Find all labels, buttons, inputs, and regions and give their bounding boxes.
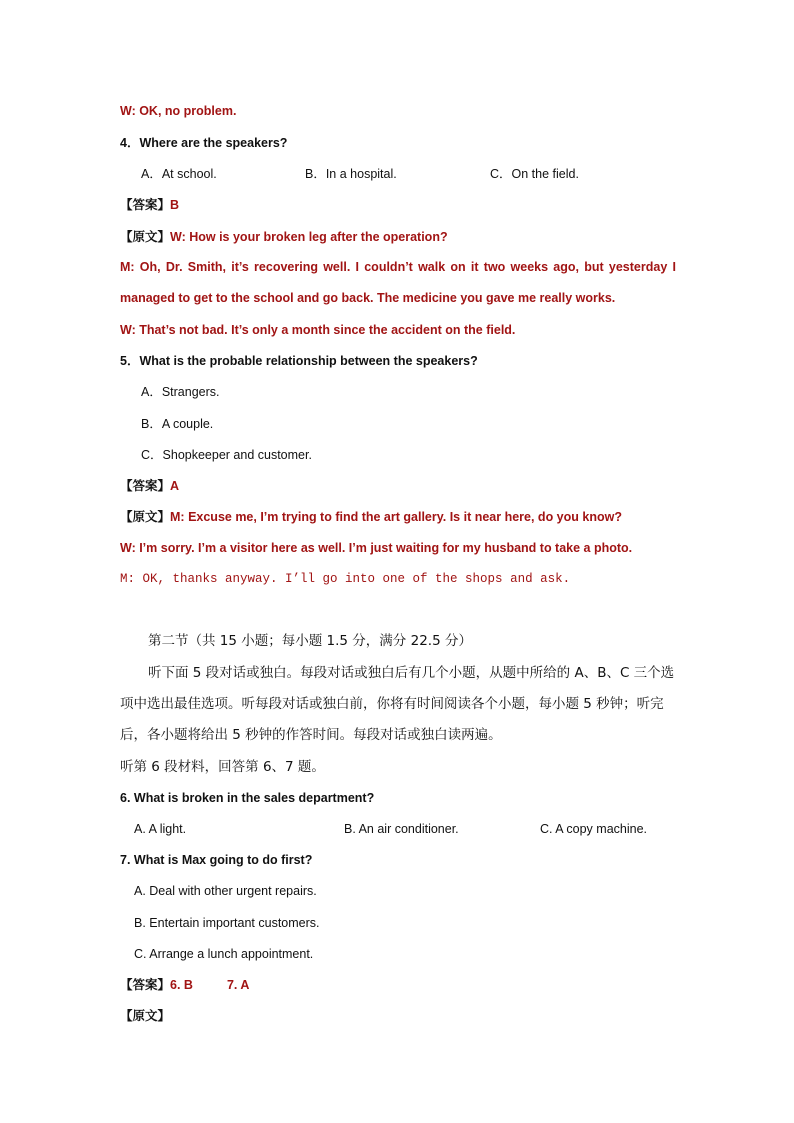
q7-option-b: B. Entertain important customers. <box>134 916 320 930</box>
section-heading: 第二节（共 15 小题；每小题 1.5 分，满分 22.5 分） <box>148 633 472 649</box>
material-note: 听第 6 段材料，回答第 6、7 题。 <box>120 759 325 775</box>
q5-transcript-w: W: I’m sorry. I’m a visitor here as well. I’m just waiting for my husband to take a photo. <box>120 541 633 555</box>
answer-7: 7. A <box>226 978 250 992</box>
section-instructions: 听下面 5 段对话或独白。每段对话或独白后有几个小题，从题中所给的 A、B、C 三个选项中选出最佳选项。听每段对话或独白前，你将有时间阅读各个小题，每小题 5 秒钟；听完后，各小题将给出 5 秒钟的作答时间。每段对话或独白读两遍。 <box>120 665 675 743</box>
q6-question: 6. What is broken in the sales department? <box>120 791 375 805</box>
answer-6: 6. B <box>170 978 193 992</box>
transcript-text: M: Excuse me, I’m trying to find the art gallery. Is it near here, do you know? <box>170 510 622 524</box>
transcript-label: 【原文】 <box>120 510 171 524</box>
q6-option-b: B. An air conditioner. <box>344 822 459 836</box>
q3-transcript-tail: W: OK, no problem. <box>120 104 237 118</box>
q4-question: 4．Where are the speakers? <box>120 136 288 150</box>
q5-transcript-first <box>120 509 622 525</box>
q4-option-a: A．At school. <box>141 167 217 181</box>
q4-option-b: B．In a hospital. <box>305 167 397 181</box>
q67-transcript-label: 【原文】 <box>120 1009 171 1023</box>
q6-option-a: A. A light. <box>134 822 187 836</box>
q5-option-c: C．Shopkeeper and customer. <box>141 448 312 462</box>
q7-option-a: A. Deal with other urgent repairs. <box>134 884 317 898</box>
q7-question: 7. What is Max going to do first? <box>120 853 313 867</box>
answer-value: B <box>170 198 180 212</box>
answer-label: 【答案】 <box>120 978 171 992</box>
q5-transcript-m: M: OK, thanks anyway. I’ll go into one of the shops and ask. <box>120 572 571 586</box>
q4-option-c: C．On the field. <box>490 167 579 181</box>
q5-answer <box>120 478 179 494</box>
answer-label: 【答案】 <box>120 479 171 493</box>
q4-answer <box>120 197 179 213</box>
q5-option-b: B．A couple. <box>141 417 214 431</box>
transcript-label: 【原文】 <box>120 230 171 244</box>
answer-label: 【答案】 <box>120 198 171 212</box>
q4-transcript-m: M: Oh, Dr. Smith, it’s recovering well. I couldn’t walk on it two weeks ago, but yesterday I managed to get to the school and go back. The medicine you gave me really works. <box>120 260 676 305</box>
q6-option-c: C. A copy machine. <box>540 822 648 836</box>
q5-question: 5．What is the probable relationship between the speakers? <box>120 354 478 368</box>
transcript-text: W: How is your broken leg after the operation? <box>170 230 448 244</box>
q67-answer <box>120 977 249 993</box>
q4-transcript-first <box>120 229 448 245</box>
q7-option-c: C. Arrange a lunch appointment. <box>134 947 314 961</box>
q5-option-a: A．Strangers. <box>141 385 220 399</box>
q4-transcript-w: W: That’s not bad. It’s only a month since the accident on the field. <box>120 323 516 337</box>
answer-value: A <box>170 479 180 493</box>
